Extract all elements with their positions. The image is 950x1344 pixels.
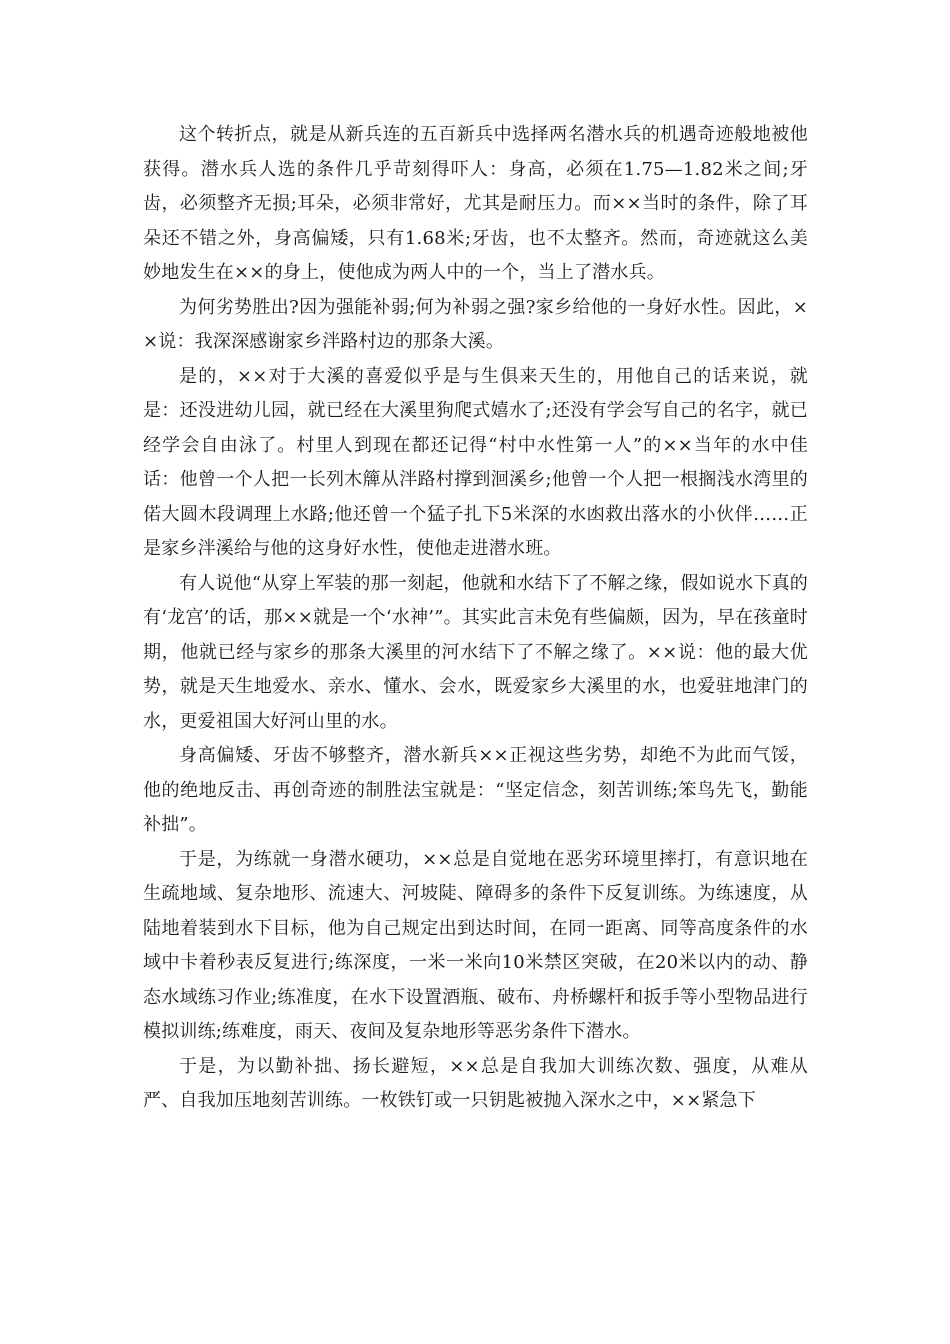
paragraph-6: 于是，为练就一身潜水硬功，××总是自觉地在恶劣环境里摔打，有意识地在生疏地域、复杂地形、流速大、河坡陡、障碍多的条件下反复训练。为练速度，从陆地着装到水下目标，他为自己规定出到达时间，在同一距离、同等高度条件的水域中卡着秒表反复进行;练深度，一米一米向10米禁区突破，在20米以内的动、静态水域练习作业;练准度，在水下设置酒瓶、破布、舟桥螺杆和扳手等小型物品进行模拟训练;练难度，雨天、夜间及复杂地形等恶劣条件下潜水。 <box>143 848 808 1042</box>
document-body <box>143 118 808 1119</box>
paragraph-4: 有人说他“从穿上军装的那一刻起，他就和水结下了不解之缘，假如说水下真的有‘龙宫’的话，那××就是一个‘水神’”。其实此言未免有些偏颇，因为，早在孩童时期，他就已经与家乡的那条大溪里的河水结下了不解之缘了。××说：他的最大优势，就是天生地爱水、亲水、懂水、会水，既爱家乡大溪里的水，也爱驻地津门的水，更爱祖国大好河山里的水。 <box>143 572 808 732</box>
paragraph-5: 身高偏矮、牙齿不够整齐，潜水新兵××正视这些劣势，却绝不为此而气馁，他的绝地反击、再创奇迹的制胜法宝就是：“坚定信念，刻苦训练;笨鸟先飞，勤能补拙”。 <box>143 745 808 835</box>
paragraph-7: 于是，为以勤补拙、扬长避短，××总是自我加大训练次数、强度，从难从严、自我加压地刻苦训练。一枚铁钉或一只钥匙被抛入深水之中，××紧急下 <box>143 1055 808 1111</box>
paragraph-3: 是的，××对于大溪的喜爱似乎是与生俱来天生的，用他自己的话来说，就是：还没进幼儿园，就已经在大溪里狗爬式嬉水了;还没有学会写自己的名字，就已经学会自由泳了。村里人到现在都还记得“村中水性第一人”的××当年的水中佳话：他曾一个人把一长列木簰从泮路村撑到洄溪乡;他曾一个人把一根搁浅水湾里的偌大圆木段调理上水路;他还曾一个猛子扎下5米深的水凼救出落水的小伙伴……正是家乡泮溪给与他的这身好水性，使他走进潜水班。 <box>143 365 808 559</box>
paragraph-2: 为何劣势胜出?因为强能补弱;何为补弱之强?家乡给他的一身好水性。因此，××说：我深深感谢家乡泮路村边的那条大溪。 <box>143 296 808 352</box>
paragraph-1: 这个转折点，就是从新兵连的五百新兵中选择两名潜水兵的机遇奇迹般地被他获得。潜水兵人选的条件几乎苛刻得吓人：身高，必须在1.75—1.82米之间;牙齿，必须整齐无损;耳朵，必须非常好，尤其是耐压力。而××当时的条件，除了耳朵还不错之外，身高偏矮，只有1.68米;牙齿，也不太整齐。然而，奇迹就这么美妙地发生在××的身上，使他成为两人中的一个，当上了潜水兵。 <box>143 124 808 283</box>
